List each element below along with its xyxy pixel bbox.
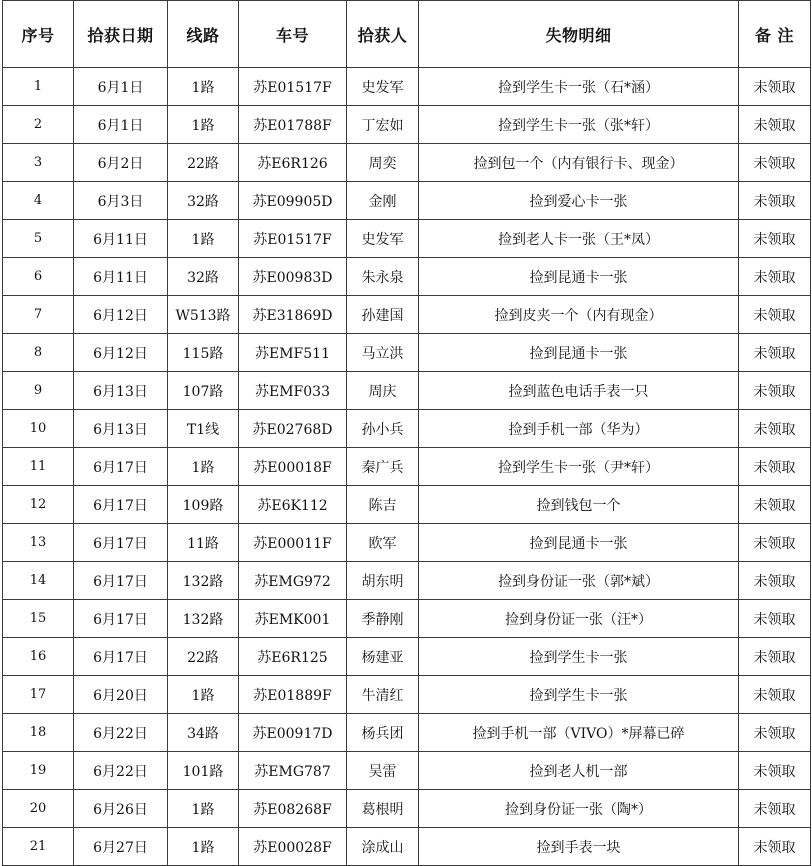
table-row <box>3 106 811 144</box>
cell-serial-number: 16 <box>3 638 74 676</box>
table-row <box>3 372 811 410</box>
cell-serial-number: 15 <box>3 600 74 638</box>
cell-remarks: 未领取 <box>739 562 811 600</box>
header-bus-route: 线路 <box>168 1 239 68</box>
cell-finder: 涂成山 <box>347 828 419 866</box>
cell-serial-number: 8 <box>3 334 74 372</box>
cell-item-details: 捡到学生卡一张（张*轩） <box>419 106 739 144</box>
cell-finder: 金刚 <box>347 182 419 220</box>
table-row <box>3 828 811 866</box>
cell-item-details: 捡到学生卡一张（石*涵） <box>419 68 739 106</box>
cell-vehicle-number: 苏E6R126 <box>239 144 347 182</box>
cell-serial-number: 5 <box>3 220 74 258</box>
table-row <box>3 410 811 448</box>
cell-item-details: 捡到老人卡一张（王*凤） <box>419 220 739 258</box>
cell-item-details: 捡到昆通卡一张 <box>419 258 739 296</box>
cell-remarks: 未领取 <box>739 828 811 866</box>
header-row <box>3 1 811 68</box>
cell-vehicle-number: 苏E01517F <box>239 68 347 106</box>
cell-finder: 杨建亚 <box>347 638 419 676</box>
cell-remarks: 未领取 <box>739 410 811 448</box>
cell-remarks: 未领取 <box>739 600 811 638</box>
table-row <box>3 334 811 372</box>
cell-finder: 周奕 <box>347 144 419 182</box>
cell-item-details: 捡到手机一部（VIVO）*屏幕已碎 <box>419 714 739 752</box>
cell-bus-route: 132路 <box>168 600 239 638</box>
cell-bus-route: 132路 <box>168 562 239 600</box>
table-row <box>3 68 811 106</box>
cell-bus-route: 22路 <box>168 638 239 676</box>
table-row <box>3 448 811 486</box>
table-row <box>3 144 811 182</box>
cell-remarks: 未领取 <box>739 296 811 334</box>
cell-found-date: 6月2日 <box>74 144 168 182</box>
cell-found-date: 6月1日 <box>74 68 168 106</box>
cell-finder: 季静刚 <box>347 600 419 638</box>
cell-found-date: 6月20日 <box>74 676 168 714</box>
cell-finder: 史发军 <box>347 220 419 258</box>
cell-vehicle-number: 苏E00028F <box>239 828 347 866</box>
cell-found-date: 6月17日 <box>74 448 168 486</box>
table-row <box>3 486 811 524</box>
cell-finder: 周庆 <box>347 372 419 410</box>
cell-remarks: 未领取 <box>739 182 811 220</box>
table-row <box>3 752 811 790</box>
cell-vehicle-number: 苏E00917D <box>239 714 347 752</box>
cell-item-details: 捡到学生卡一张 <box>419 676 739 714</box>
cell-serial-number: 20 <box>3 790 74 828</box>
cell-vehicle-number: 苏EMF511 <box>239 334 347 372</box>
table-row <box>3 714 811 752</box>
cell-finder: 史发军 <box>347 68 419 106</box>
cell-finder: 朱永泉 <box>347 258 419 296</box>
cell-found-date: 6月27日 <box>74 828 168 866</box>
cell-finder: 胡东明 <box>347 562 419 600</box>
cell-found-date: 6月17日 <box>74 486 168 524</box>
table-body <box>3 68 811 866</box>
table-row <box>3 220 811 258</box>
cell-remarks: 未领取 <box>739 676 811 714</box>
cell-vehicle-number: 苏E02768D <box>239 410 347 448</box>
cell-vehicle-number: 苏E09905D <box>239 182 347 220</box>
cell-found-date: 6月22日 <box>74 752 168 790</box>
cell-vehicle-number: 苏E6K112 <box>239 486 347 524</box>
header-item-details: 失物明细 <box>419 1 739 68</box>
cell-item-details: 捡到钱包一个 <box>419 486 739 524</box>
cell-item-details: 捡到身份证一张（汪*） <box>419 600 739 638</box>
cell-item-details: 捡到包一个（内有银行卡、现金） <box>419 144 739 182</box>
header-serial-number: 序号 <box>3 1 74 68</box>
cell-remarks: 未领取 <box>739 524 811 562</box>
cell-remarks: 未领取 <box>739 790 811 828</box>
cell-remarks: 未领取 <box>739 752 811 790</box>
cell-bus-route: W513路 <box>168 296 239 334</box>
cell-finder: 吴雷 <box>347 752 419 790</box>
cell-bus-route: 1路 <box>168 448 239 486</box>
cell-found-date: 6月17日 <box>74 638 168 676</box>
cell-bus-route: T1线 <box>168 410 239 448</box>
cell-item-details: 捡到老人机一部 <box>419 752 739 790</box>
cell-bus-route: 109路 <box>168 486 239 524</box>
cell-vehicle-number: 苏EMG972 <box>239 562 347 600</box>
cell-bus-route: 1路 <box>168 676 239 714</box>
cell-bus-route: 107路 <box>168 372 239 410</box>
cell-bus-route: 1路 <box>168 790 239 828</box>
cell-bus-route: 32路 <box>168 258 239 296</box>
table-row <box>3 638 811 676</box>
table-row <box>3 790 811 828</box>
cell-found-date: 6月17日 <box>74 562 168 600</box>
cell-finder: 牛清红 <box>347 676 419 714</box>
cell-remarks: 未领取 <box>739 486 811 524</box>
cell-bus-route: 1路 <box>168 828 239 866</box>
cell-serial-number: 7 <box>3 296 74 334</box>
header-remarks: 备 注 <box>739 1 811 68</box>
cell-finder: 杨兵团 <box>347 714 419 752</box>
cell-vehicle-number: 苏EMK001 <box>239 600 347 638</box>
cell-finder: 孙小兵 <box>347 410 419 448</box>
cell-bus-route: 1路 <box>168 68 239 106</box>
cell-item-details: 捡到身份证一张（郭*斌） <box>419 562 739 600</box>
cell-vehicle-number: 苏E00983D <box>239 258 347 296</box>
cell-item-details: 捡到手表一块 <box>419 828 739 866</box>
cell-vehicle-number: 苏E6R125 <box>239 638 347 676</box>
cell-finder: 葛根明 <box>347 790 419 828</box>
table-row <box>3 524 811 562</box>
cell-item-details: 捡到昆通卡一张 <box>419 334 739 372</box>
cell-vehicle-number: 苏E01889F <box>239 676 347 714</box>
cell-finder: 马立洪 <box>347 334 419 372</box>
cell-remarks: 未领取 <box>739 106 811 144</box>
table-row <box>3 296 811 334</box>
cell-vehicle-number: 苏EMF033 <box>239 372 347 410</box>
cell-found-date: 6月1日 <box>74 106 168 144</box>
table-row <box>3 676 811 714</box>
header-vehicle-number: 车号 <box>239 1 347 68</box>
cell-vehicle-number: 苏E08268F <box>239 790 347 828</box>
cell-found-date: 6月17日 <box>74 524 168 562</box>
cell-vehicle-number: 苏E00011F <box>239 524 347 562</box>
cell-bus-route: 34路 <box>168 714 239 752</box>
header-finder: 拾获人 <box>347 1 419 68</box>
cell-serial-number: 17 <box>3 676 74 714</box>
cell-bus-route: 22路 <box>168 144 239 182</box>
cell-vehicle-number: 苏E01517F <box>239 220 347 258</box>
cell-found-date: 6月12日 <box>74 296 168 334</box>
cell-found-date: 6月13日 <box>74 410 168 448</box>
cell-finder: 秦广兵 <box>347 448 419 486</box>
cell-bus-route: 11路 <box>168 524 239 562</box>
cell-item-details: 捡到蓝色电话手表一只 <box>419 372 739 410</box>
cell-bus-route: 101路 <box>168 752 239 790</box>
cell-item-details: 捡到昆通卡一张 <box>419 524 739 562</box>
cell-bus-route: 1路 <box>168 220 239 258</box>
cell-remarks: 未领取 <box>739 334 811 372</box>
cell-finder: 孙建国 <box>347 296 419 334</box>
cell-item-details: 捡到爱心卡一张 <box>419 182 739 220</box>
cell-remarks: 未领取 <box>739 68 811 106</box>
cell-vehicle-number: 苏E01788F <box>239 106 347 144</box>
cell-found-date: 6月11日 <box>74 258 168 296</box>
cell-serial-number: 14 <box>3 562 74 600</box>
cell-found-date: 6月26日 <box>74 790 168 828</box>
cell-remarks: 未领取 <box>739 714 811 752</box>
cell-serial-number: 9 <box>3 372 74 410</box>
cell-serial-number: 21 <box>3 828 74 866</box>
cell-bus-route: 115路 <box>168 334 239 372</box>
cell-serial-number: 2 <box>3 106 74 144</box>
table-row <box>3 258 811 296</box>
cell-found-date: 6月3日 <box>74 182 168 220</box>
cell-serial-number: 1 <box>3 68 74 106</box>
cell-finder: 丁宏如 <box>347 106 419 144</box>
table-row <box>3 600 811 638</box>
cell-found-date: 6月12日 <box>74 334 168 372</box>
cell-serial-number: 4 <box>3 182 74 220</box>
cell-serial-number: 3 <box>3 144 74 182</box>
cell-item-details: 捡到皮夹一个（内有现金） <box>419 296 739 334</box>
cell-remarks: 未领取 <box>739 258 811 296</box>
table-header <box>3 1 811 68</box>
cell-remarks: 未领取 <box>739 638 811 676</box>
cell-found-date: 6月11日 <box>74 220 168 258</box>
cell-vehicle-number: 苏E00018F <box>239 448 347 486</box>
cell-item-details: 捡到手机一部（华为） <box>419 410 739 448</box>
cell-serial-number: 19 <box>3 752 74 790</box>
cell-bus-route: 32路 <box>168 182 239 220</box>
cell-found-date: 6月17日 <box>74 600 168 638</box>
cell-found-date: 6月13日 <box>74 372 168 410</box>
cell-serial-number: 11 <box>3 448 74 486</box>
cell-found-date: 6月22日 <box>74 714 168 752</box>
cell-remarks: 未领取 <box>739 372 811 410</box>
cell-serial-number: 18 <box>3 714 74 752</box>
table-row <box>3 182 811 220</box>
cell-serial-number: 12 <box>3 486 74 524</box>
cell-item-details: 捡到学生卡一张 <box>419 638 739 676</box>
cell-serial-number: 13 <box>3 524 74 562</box>
cell-vehicle-number: 苏EMG787 <box>239 752 347 790</box>
cell-remarks: 未领取 <box>739 220 811 258</box>
cell-finder: 陈吉 <box>347 486 419 524</box>
cell-remarks: 未领取 <box>739 448 811 486</box>
cell-remarks: 未领取 <box>739 144 811 182</box>
lost-and-found-table <box>2 0 811 866</box>
cell-bus-route: 1路 <box>168 106 239 144</box>
header-found-date: 拾获日期 <box>74 1 168 68</box>
table-row <box>3 562 811 600</box>
cell-item-details: 捡到学生卡一张（尹*轩） <box>419 448 739 486</box>
cell-serial-number: 6 <box>3 258 74 296</box>
cell-item-details: 捡到身份证一张（陶*） <box>419 790 739 828</box>
cell-finder: 欧军 <box>347 524 419 562</box>
cell-vehicle-number: 苏E31869D <box>239 296 347 334</box>
cell-serial-number: 10 <box>3 410 74 448</box>
